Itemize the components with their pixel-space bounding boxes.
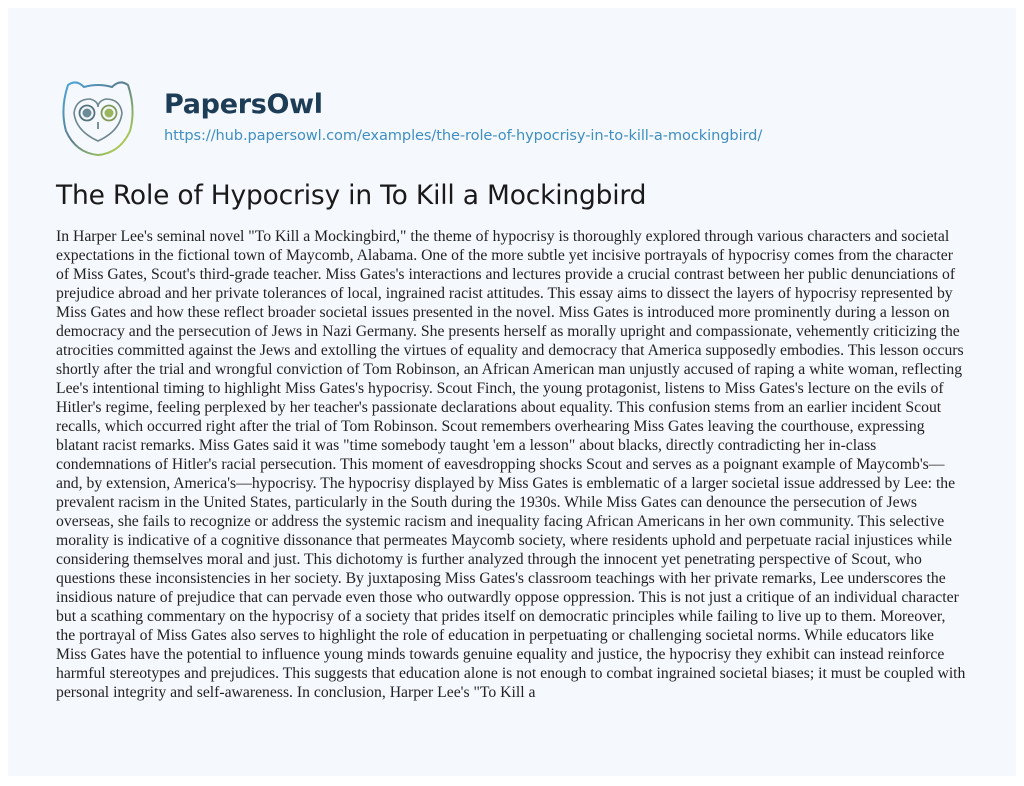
essay-card xyxy=(8,8,1016,776)
essay-line: morality is indicative of a cognitive dissonance that permeates Maycomb society, where residents uphold and perpetuate racial injustices while xyxy=(56,532,952,549)
essay-line: personal integrity and self-awareness. In conclusion, Harper Lee's "To Kill a xyxy=(56,684,536,701)
essay-line: democracy and the persecution of Jews in Nazi Germany. She presents herself as morally upright and compassionate, vehemently criticizing the xyxy=(56,323,960,340)
essay-line: but a scathing commentary on the hypocrisy of a society that prides itself on democratic principles while failing to live up to them. Moreover, xyxy=(56,608,946,625)
essay-line: expectations in the fictional town of Maycomb, Alabama. One of the more subtle yet incisive portrayals of hypocrisy comes from the character xyxy=(56,247,953,264)
essay-line: shortly after the trial and wrongful conviction of Tom Robinson, an African American man unjustly accused of raping a white woman, reflecting xyxy=(56,361,963,378)
essay-line: insidious nature of prejudice that can pervade even those who outwardly oppose oppression. This is not just a critique of an individual character xyxy=(56,589,959,606)
essay-line: atrocities committed against the Jews and extolling the virtues of equality and democracy that America supposedly embodies. This lesson occurs xyxy=(56,342,964,359)
essay-line: condemnations of Hitler's racial persecution. This moment of eavesdropping shocks Scout and serves as a poignant example of Maycomb's— xyxy=(56,456,945,473)
essay-line: Miss Gates have the potential to influence young minds towards genuine equality and justice, the hypocrisy they exhibit can instead reinforce xyxy=(56,646,945,663)
brand-name: PapersOwl xyxy=(164,89,323,120)
essay-line: overseas, she fails to recognize or address the systemic racism and inequality facing African Americans in her own community. This selective xyxy=(56,513,945,530)
essay-line: and, by extension, America's—hypocrisy. The hypocrisy displayed by Miss Gates is emblematic of a larger societal issue addressed by Lee: the xyxy=(56,475,956,492)
essay-line: Miss Gates and how these reflect broader societal issues presented in the novel. Miss Gates is introduced more prominently during a lesson on xyxy=(56,304,950,321)
essay-line: harmful stereotypes and prejudices. This suggests that education alone is not enough to combat ingrained societal biases; it must be coupled with xyxy=(56,665,966,682)
site-header xyxy=(58,72,762,162)
owl-logo-icon xyxy=(58,75,138,159)
source-url-link[interactable]: https://hub.papersowl.com/examples/the-role-of-hypocrisy-in-to-kill-a-mockingbird/ xyxy=(164,127,763,144)
essay-line: the portrayal of Miss Gates also serves to highlight the role of education in perpetuating or challenging societal norms. While educators like xyxy=(56,627,934,644)
essay-line: prejudice abroad and her private tolerances of local, ingrained racist attitudes. This essay aims to dissect the layers of hypocrisy represented by xyxy=(56,285,953,302)
essay-line: Lee's intentional timing to highlight Miss Gates's hypocrisy. Scout Finch, the young protagonist, listens to Miss Gates's lecture on the evils of xyxy=(56,380,944,397)
essay-line: blatant racist remarks. Miss Gates said it was "time somebody taught 'em a lesson" about blacks, directly contradicting her in-class xyxy=(56,437,877,454)
essay-line: Hitler's regime, feeling perplexed by her teacher's passionate declarations about equality. This confusion stems from an earlier incident Scout xyxy=(56,399,942,416)
essay-line: prevalent racism in the United States, particularly in the South during the 1930s. While Miss Gates can denounce the persecution of Jews xyxy=(56,494,918,511)
essay-line: questions these inconsistencies in her society. By juxtaposing Miss Gates's classroom teachings with her private remarks, Lee underscores the xyxy=(56,570,946,587)
essay-line: recalls, which occurred right after the trial of Tom Robinson. Scout remembers overhearing Miss Gates leaving the courthouse, expressing xyxy=(56,418,925,435)
essay-line: considering themselves moral and just. This dichotomy is further analyzed through the innocent yet penetrating perspective of Scout, who xyxy=(56,551,922,568)
essay-line: In Harper Lee's seminal novel "To Kill a Mockingbird," the theme of hypocrisy is thoroughly explored through various characters and societal xyxy=(56,228,950,245)
brand-block xyxy=(164,88,762,146)
essay-body xyxy=(56,227,996,702)
essay-title: The Role of Hypocrisy in To Kill a Mockingbird xyxy=(56,180,647,211)
essay-line: of Miss Gates, Scout's third-grade teacher. Miss Gates's interactions and lectures provide a crucial contrast between her public denunciations of xyxy=(56,266,956,283)
